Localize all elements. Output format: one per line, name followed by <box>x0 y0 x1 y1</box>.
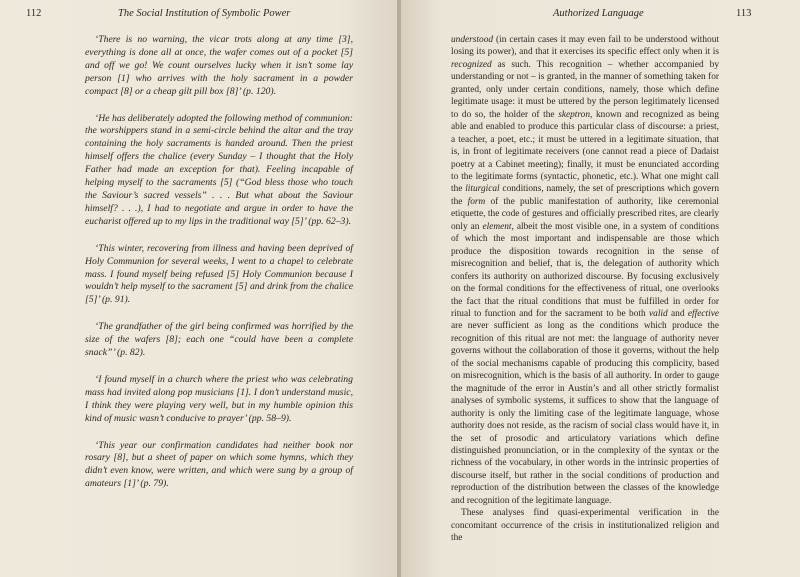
right-running-head: Authorized Language <box>553 8 644 19</box>
text-run: (in certain cases it may even fail to be understood without losing its power), and that it exercises its specific effect only when it is <box>451 35 719 58</box>
quote-paragraph: ‘I found myself in a church where the priest who was celebrating mass had invited along pop musicians [1]. I don’t understand music, I think they were playing very well, but in my humble opinion this kind of music wasn’t conducive to prayer’ (pp. 58–9). <box>85 373 353 424</box>
emphasis: skeptron <box>558 109 591 120</box>
left-running-head: The Social Institution of Symbolic Power <box>118 8 291 19</box>
emphasis: form <box>467 196 486 207</box>
quote-paragraph: ‘There is no warning, the vicar trots along at any time [3], everything is done all at once, the wafer comes out of a pocket [5] and off we go! We count ourselves lucky when it isn’t some lay person [1] who arrives with the holy sacrament in a powder compact [8] or a cheap gilt pill box [8]’ (p. 120). <box>85 34 353 97</box>
emphasis: understood <box>451 35 494 45</box>
emphasis: liturgical <box>465 184 500 195</box>
text-run: as such. This recognition – whether accompanied by understanding or not – is granted, in the manner of something taken for granted, only under certain conditions, namely, those which define legitimate usage: it must be uttered by the person legitimately licensed to do so, the holder of the <box>451 59 719 120</box>
body-paragraph: These analyses find quasi-experimental verification in the concomitant occurrence of the crisis in institutionalized religion and the <box>451 508 719 544</box>
body-paragraph <box>451 34 719 507</box>
text-run: , known and recognized as being able and enabled to produce this particular class of discourse: a priest, a teacher, a poet, etc.; it must be uttered in a legitimate situation, that is, in front of legitimate receivers (one cannot read a piece of Dadaist poetry at a Cabinet meeting); finally, it must be enunciated according to the legitimate forms (syntactic, phonetic, etc.). What one might call the <box>451 109 719 195</box>
quote-paragraph: ‘This year our confirmation candidates had neither book nor rosary [8], but a sheet of paper on which some hymns, which they didn’t even know, were written, and which were sung by a group of amateurs [1]’ (p. 79). <box>85 439 353 490</box>
text-run: and <box>667 308 688 319</box>
left-page-body <box>85 34 353 505</box>
emphasis: effective <box>687 308 720 319</box>
text-run: of the public manifestation of authority, like ceremonial etiquette, the code of gestures and officially prescribed rites, are clearly only an <box>451 196 719 232</box>
quote-paragraph: ‘He has deliberately adopted the following method of communion: the worshippers stand in a semi-circle behind the altar and the tray containing the holy sacraments is handed around. Then the priest himself offers the chalice (every Sunday – I thought that the Holy Father had made an exception for that). Feeling incapable of helping myself to the sacraments [5] (“God bless those who touch the Saviour’s sacred vessels” . . . But what about the Saviour himself? . . .), I had to negotiate and argue in order to have the eucharist offered up to my lips in the traditional way [5]’ (pp. 62–3). <box>85 112 353 227</box>
right-page-body <box>451 34 719 545</box>
left-page <box>0 0 399 577</box>
emphasis: element <box>482 221 512 232</box>
quote-paragraph: ‘This winter, recovering from illness and having been deprived of Holy Communion for several weeks, I went to a chapel to celebrate mass. I found myself being refused [5] Holy Communion because I wouldn’t help myself to the sacrament [5] and drink from the chalice [5]’ (p. 91). <box>85 242 353 306</box>
text-run: , albeit the most visible one, in a system of conditions of which the most important and indispensable are those which produce the disposition towards recognition in the sense of misrecognition and belief, that is, the delegation of authority which confers its authority on authorized discourse. By focusing exclusively on the formal conditions for the effectiveness of ritual, one overlooks the fact that the ritual conditions that must be fulfilled in order for ritual to function and for the sacrament to be both <box>451 221 719 319</box>
right-page-number: 113 <box>736 8 752 19</box>
emphasis: valid <box>649 308 668 319</box>
left-page-number: 112 <box>26 8 42 19</box>
quote-paragraph: ‘The grandfather of the girl being confirmed was horrified by the size of the wafers [8]; each one “could have been a complete snack”’ (p. 82). <box>85 321 353 359</box>
text-run: are never sufficient as long as the conditions which produce the recognition of this ritual are not met: the language of authority never governs without the collaboration of those it governs, without the help of the social mechanisms capable of producing this complicity, based on misrecognition, which is the basis of all authority. In order to gauge the magnitude of the error in Austin’s and all other strictly formalist analyses of symbolic systems, it suffices to show that the language of authority is only the limiting case of the legitimate language, whose authority does not reside, as the racism of social class would have it, in the set of prosodic and articulatory variations which define distinguished pronunciation, or in the complexity of the syntax or the richness of the vocabulary, in other words in the intrinsic properties of discourse itself, but rather in the social conditions of production and reproduction of the distribution between the classes of the knowledge and recognition of the legitimate language. <box>451 321 719 506</box>
emphasis: recognized <box>451 59 492 70</box>
right-page <box>401 0 800 577</box>
text-run: conditions, namely, the set of prescriptions which govern the <box>451 184 719 207</box>
